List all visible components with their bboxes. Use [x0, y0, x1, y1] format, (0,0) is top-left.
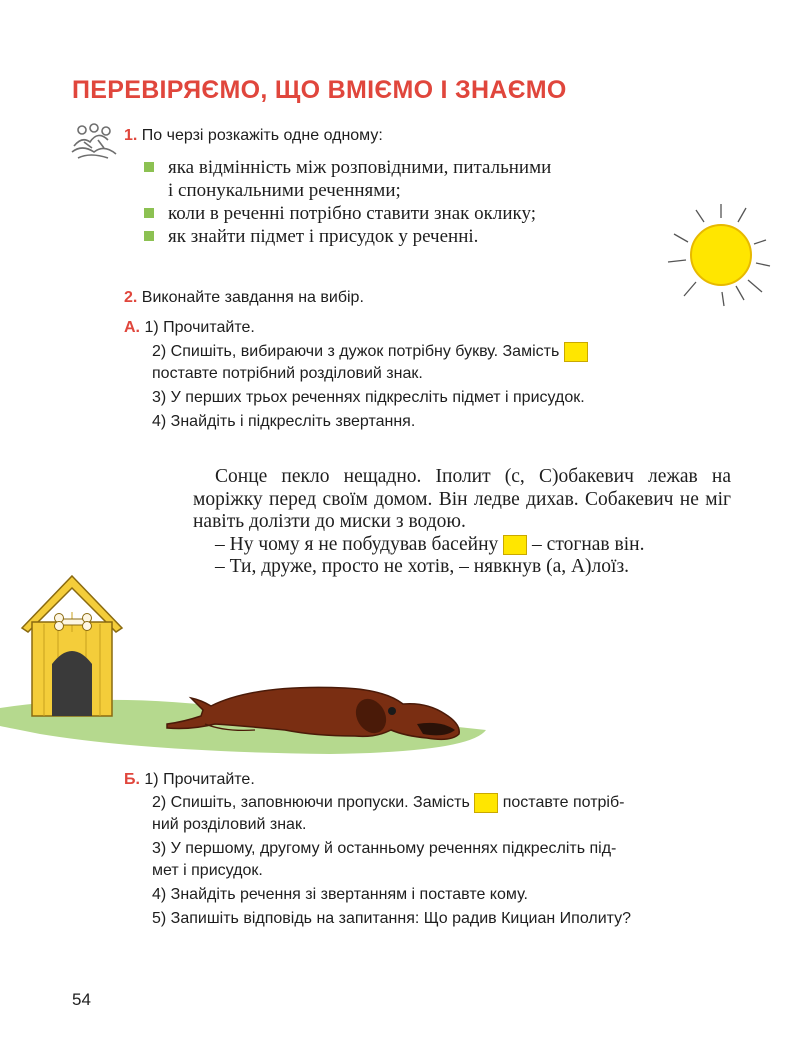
punctuation-box — [474, 793, 498, 813]
story-dialogue: – стогнав він. — [532, 533, 645, 555]
task2-intro: Виконайте завдання на вибір. — [141, 289, 364, 306]
story-paragraph: Сонце пекло нещадно. Іполит (с, С)обакевич лежав на моріжку перед своїм домом. Він ледве дихав. Собакевич не міг навіть долізти до миски з водою. — [193, 466, 731, 532]
bullet-marker — [144, 162, 154, 172]
bullet-text: яка відмінність між розповідними, питальними — [168, 157, 552, 178]
variant-b-steps — [152, 792, 732, 930]
variant-b-step: ний розділовий знак. — [152, 816, 307, 833]
variant-b-step: 1) Прочитайте. — [144, 771, 255, 788]
variant-b-step: 3) У першому, другому й останньому реченнях підкресліть під- — [152, 840, 617, 857]
story-paragraph — [193, 534, 731, 557]
variant-b-step: 2) Спишіть, заповнюючи пропуски. Замість — [152, 794, 470, 811]
task1-number: 1. — [124, 127, 138, 144]
group-talk-icon — [70, 122, 120, 160]
story-dialogue: – Ну чому я не побудував басейну — [215, 533, 499, 555]
variant-a-step: поставте потрібний розділовий знак. — [152, 365, 423, 382]
page-title: ПЕРЕВІРЯЄМО, ЩО ВМІЄМО І ЗНАЄМО — [72, 76, 567, 104]
bullet-text-continued: і спонукальними реченнями; — [168, 180, 401, 201]
variant-a-step: 1) Прочитайте. — [144, 319, 255, 336]
variant-b-step: поставте потріб- — [502, 794, 625, 811]
variant-a-step: 2) Спишіть, вибираючи з дужок потрібну букву. Замість — [152, 343, 560, 360]
page-number: 54 — [72, 990, 91, 1009]
bullet-text: коли в реченні потрібно ставити знак оклику; — [168, 203, 536, 224]
variant-b-step: 4) Знайдіть речення зі звертанням і поставте кому. — [152, 886, 528, 903]
bullet-marker — [144, 231, 154, 241]
variant-b-letter: Б. — [124, 771, 140, 788]
bone-icon — [52, 612, 94, 632]
doghouse-icon — [18, 572, 126, 718]
variant-a-letter: А. — [124, 319, 140, 336]
variant-b-step: мет і присудок. — [152, 862, 263, 879]
task1-intro: По черзі розкажіть одне одному: — [141, 127, 383, 144]
punctuation-box — [564, 342, 588, 362]
variant-a-steps — [124, 317, 255, 339]
lying-dog-icon — [165, 680, 465, 746]
punctuation-box — [503, 535, 527, 555]
sun-icon — [666, 200, 776, 310]
variant-a-step: 3) У перших трьох реченнях підкресліть підмет і присудок. — [152, 389, 585, 406]
story-text — [193, 466, 731, 579]
variant-b-step: 5) Запишіть відповідь на запитання: Що радив Кициан Иполиту? — [152, 910, 632, 927]
variant-a-step: 4) Знайдіть і підкресліть звертання. — [152, 413, 416, 430]
bullet-text: як знайти підмет і присудок у реченні. — [168, 226, 479, 247]
task1-bullet-list — [144, 156, 551, 248]
story-paragraph: – Ти, друже, просто не хотів, – нявкнув (а, А)лоїз. — [215, 556, 630, 577]
task2-number: 2. — [124, 289, 138, 306]
bullet-marker — [144, 208, 154, 218]
